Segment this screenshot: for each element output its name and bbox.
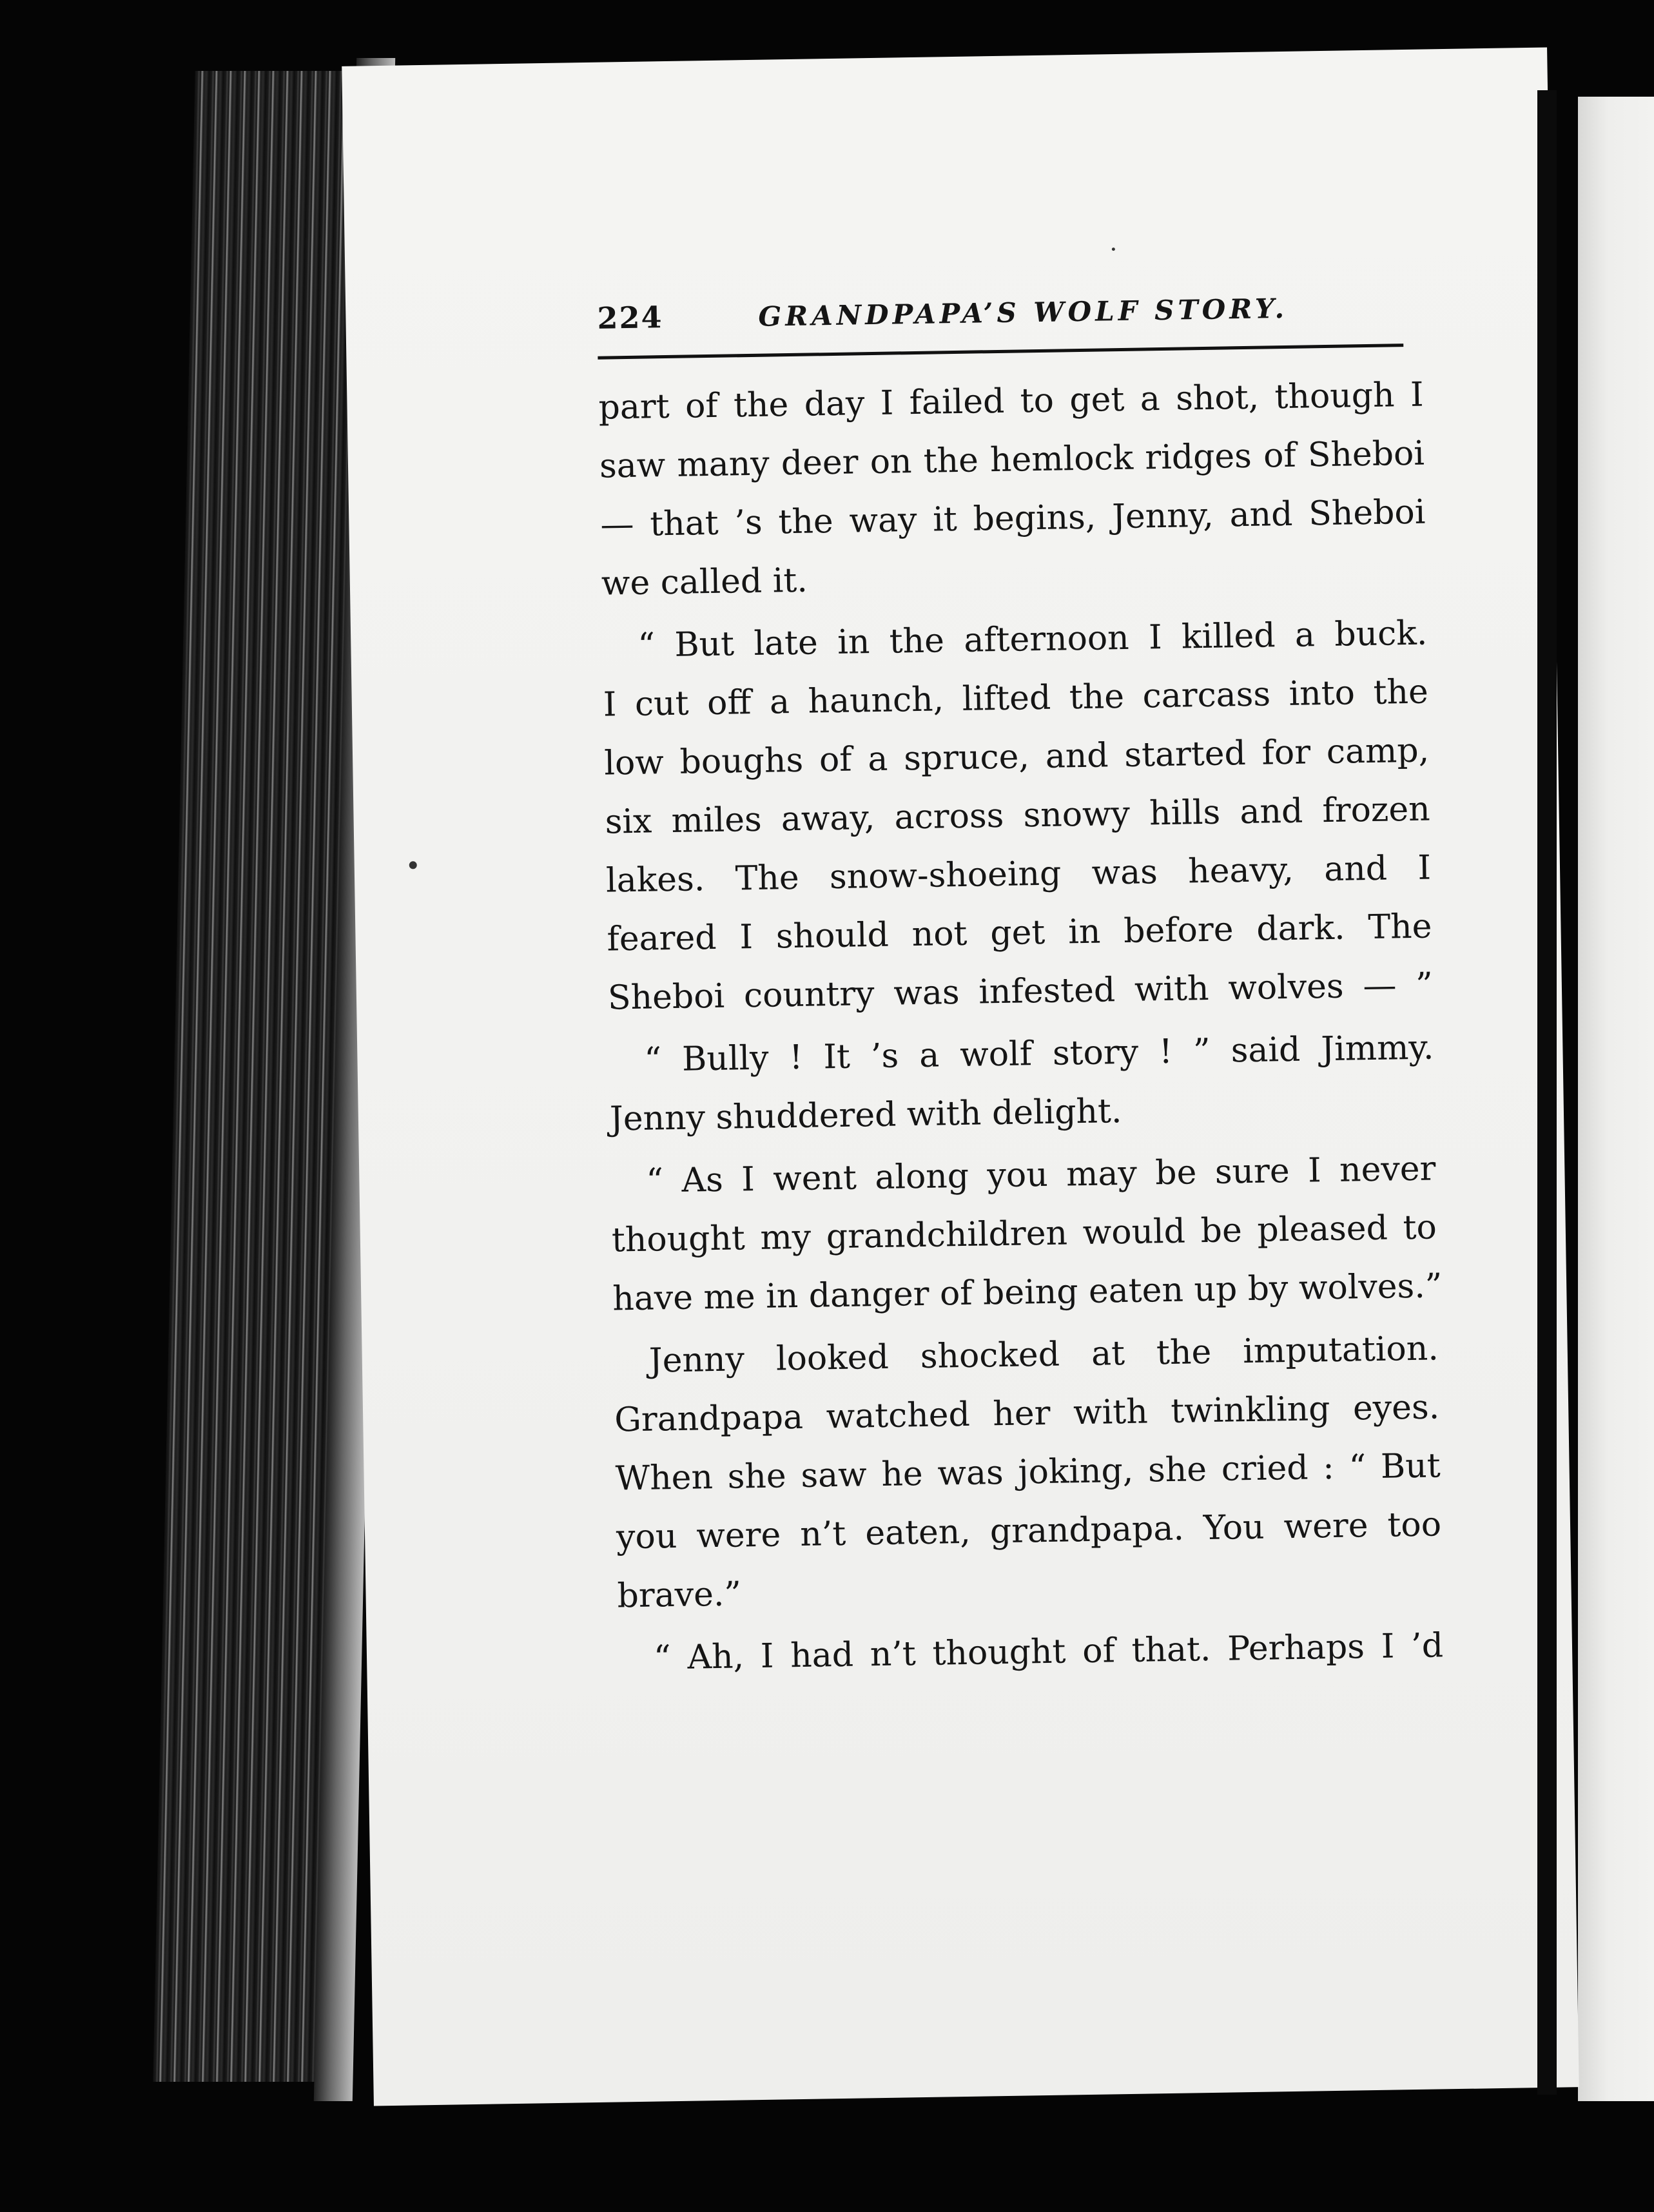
- text-line: feared I should not get in before dark. The: [607, 907, 1432, 959]
- text-line: six miles away, across snowy hills and frozen: [605, 790, 1431, 842]
- text-line: part of the day I failed to get a shot, though I: [598, 375, 1424, 427]
- page-right-edge: [1537, 90, 1557, 2095]
- paragraph: [618, 1616, 1443, 1688]
- paragraph: [598, 366, 1427, 614]
- paragraph: [610, 1140, 1443, 1328]
- page-number: 224: [597, 300, 663, 336]
- text-line: brave.”: [617, 1575, 742, 1616]
- text-line: When she saw he was joking, she cried : “ But: [615, 1446, 1441, 1499]
- book-page: [342, 48, 1579, 2106]
- text-line: lakes. The snow-shoeing was heavy, and I: [605, 848, 1432, 900]
- text-line: “ As I went along you may be sure I never: [646, 1149, 1436, 1201]
- text-line: — that ’s the way it begins, Jenny, and Sheboi: [600, 492, 1426, 545]
- text-line: we called it.: [601, 561, 808, 603]
- text-line: Sheboi country was infested with wolves — ”: [607, 965, 1434, 1018]
- paragraph: [602, 605, 1434, 1028]
- text-line: saw many deer on the hemlock ridges of Sheboi: [599, 434, 1425, 486]
- text-line: Jenny looked shocked at the imputation.: [648, 1329, 1439, 1381]
- paragraph: [613, 1319, 1443, 1625]
- running-title: GRANDPAPA’S WOLF STORY.: [758, 292, 1289, 333]
- text-line: have me in danger of being eaten up by wolves.”: [612, 1266, 1443, 1319]
- text-line: “ Bully ! It ’s a wolf story ! ” said Jimmy.: [644, 1028, 1434, 1080]
- text-line: you were n’t eaten, grandpapa. You were too: [616, 1505, 1442, 1557]
- print-speck: [1112, 247, 1115, 251]
- text-line: low boughs of a spruce, and started for camp,: [603, 731, 1430, 783]
- running-head: [597, 288, 1403, 353]
- page-content: [597, 288, 1444, 1689]
- text-line: thought my grandchildren would be pleased to: [611, 1208, 1437, 1260]
- text-line: Jenny shuddered with delight.: [609, 1092, 1122, 1139]
- text-line: “ Ah, I had n’t thought of that. Perhaps I ’d: [653, 1626, 1444, 1678]
- body-text: [598, 366, 1444, 1689]
- text-line: “ But late in the afternoon I killed a buck.: [637, 614, 1428, 665]
- paragraph: [608, 1018, 1435, 1149]
- facing-page-edge: [1578, 97, 1654, 2101]
- print-speck: [409, 861, 417, 869]
- text-line: I cut off a haunch, lifted the carcass into the: [603, 672, 1429, 724]
- text-line: Grandpapa watched her with twinkling eyes.: [614, 1388, 1440, 1440]
